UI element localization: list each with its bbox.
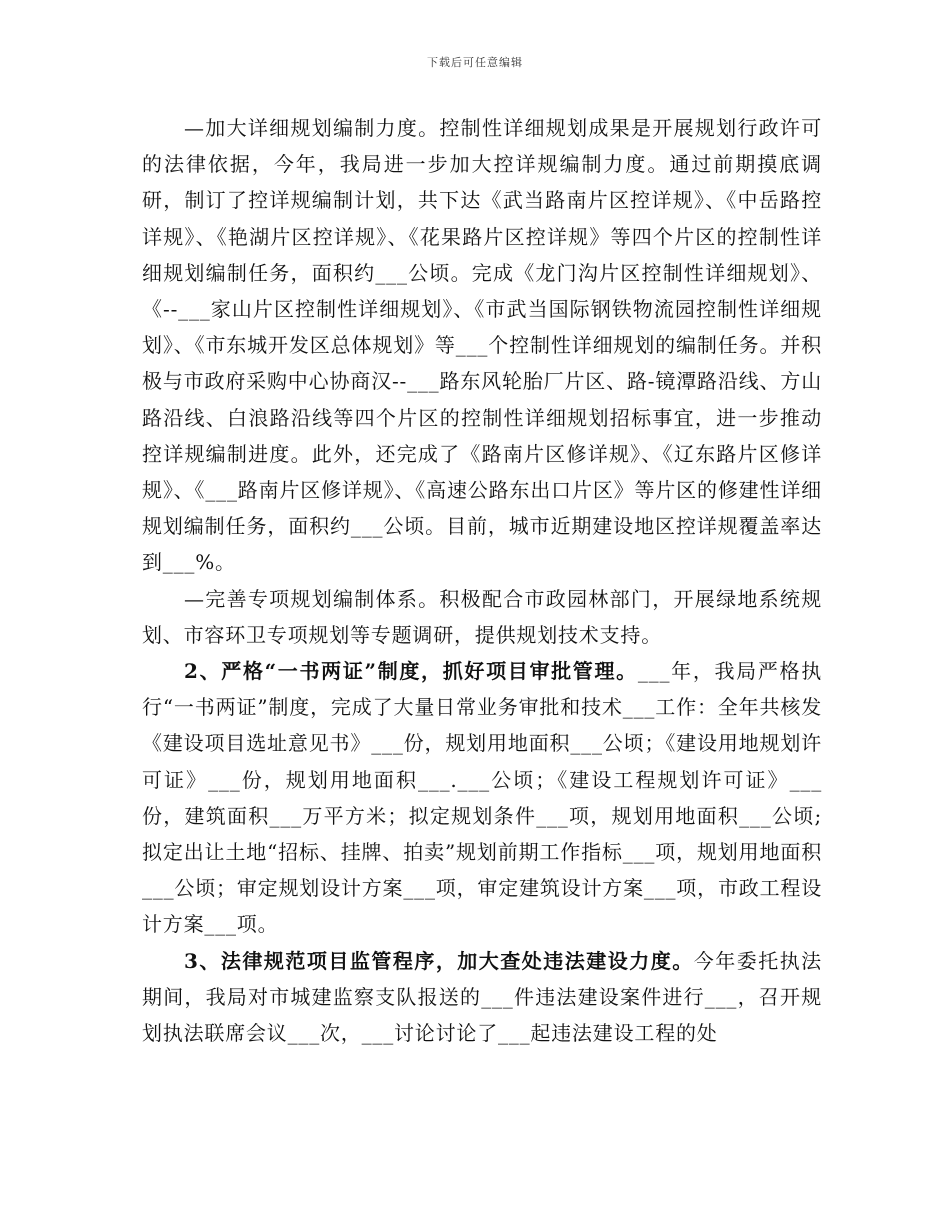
- paragraph-text: —加大详细规划编制力度。控制性详细规划成果是开展规划行政许可的法律依据，今年，我局进一步加大控详规编制力度。通过前期摸底调研，制订了控详规编制计划，共下达《武当路南片区控详规》、《中岳路控详规》、《艳湖片区控详规》、《花果路片区控详规》等四个片区的控制性详细规划编制任务，面积约___公顷。完成《龙门沟片区控制性详细规划》、《--___家山片区控制性详细规划》、《市武当国际钢铁物流园控制性详细规划》、《市东城开发区总体规划》等___个控制性详细规划的编制任务。并积极与市政府采购中心协商汉--___路东风轮胎厂片区、路-镜潭路沿线、方山路沿线、白浪路沿线等四个片区的控制性详细规划招标事宜，进一步推动控详规编制进度。此外，还完成了《路南片区修详规》、《辽东路片区修详规》、《___路南片区修详规》、《高速公路东出口片区》等片区的修建性详细规划编制任务，面积约___公顷。目前，城市近期建设地区控详规覆盖率达到___%。: [142, 116, 822, 575]
- paragraph-text: —完善专项规划编制体系。积极配合市政园林部门，开展绿地系统规划、市容环卫专项规划等专题调研，提供规划技术支持。: [142, 586, 822, 647]
- paragraph-special-planning: [142, 581, 822, 653]
- section-heading: 3、法律规范项目监管程序，加大查处违法建设力度。: [184, 948, 694, 973]
- paragraph-text: 今年委托执法期间，我局对市城建监察支队报送的___件违法建设案件进行___，召开规划执法联席会议___次，___讨论讨论了___起违法建设工程的处: [142, 948, 822, 1046]
- page-header: 下载后可任意编辑: [427, 56, 523, 69]
- paragraph-project-approval: [142, 653, 822, 943]
- paragraph-text: ___年，我局严格执行“一书两证”制度，完成了大量日常业务审批和技术___工作：全年共核发《建设项目选址意见书》___份，规划用地面积___公顷；《建设用地规划许可证》___份，规划用地面积___.___公顷；《建设工程规划许可证》___份，建筑面积___万平方米；拟定规划条件___项，规划用地面积___公顷;拟定出让土地“招标、挂牌、拍卖”规划前期工作指标___项，规划用地面积___公顷；审定规划设计方案___项，审定建筑设计方案___项，市政工程设计方案___项。: [142, 659, 823, 937]
- paragraph-illegal-construction: [142, 943, 822, 1052]
- paragraph-detailed-planning: [142, 110, 822, 581]
- section-heading: 2、严格“一书两证”制度，抓好项目审批管理。: [184, 659, 638, 684]
- document-body: [142, 110, 822, 1051]
